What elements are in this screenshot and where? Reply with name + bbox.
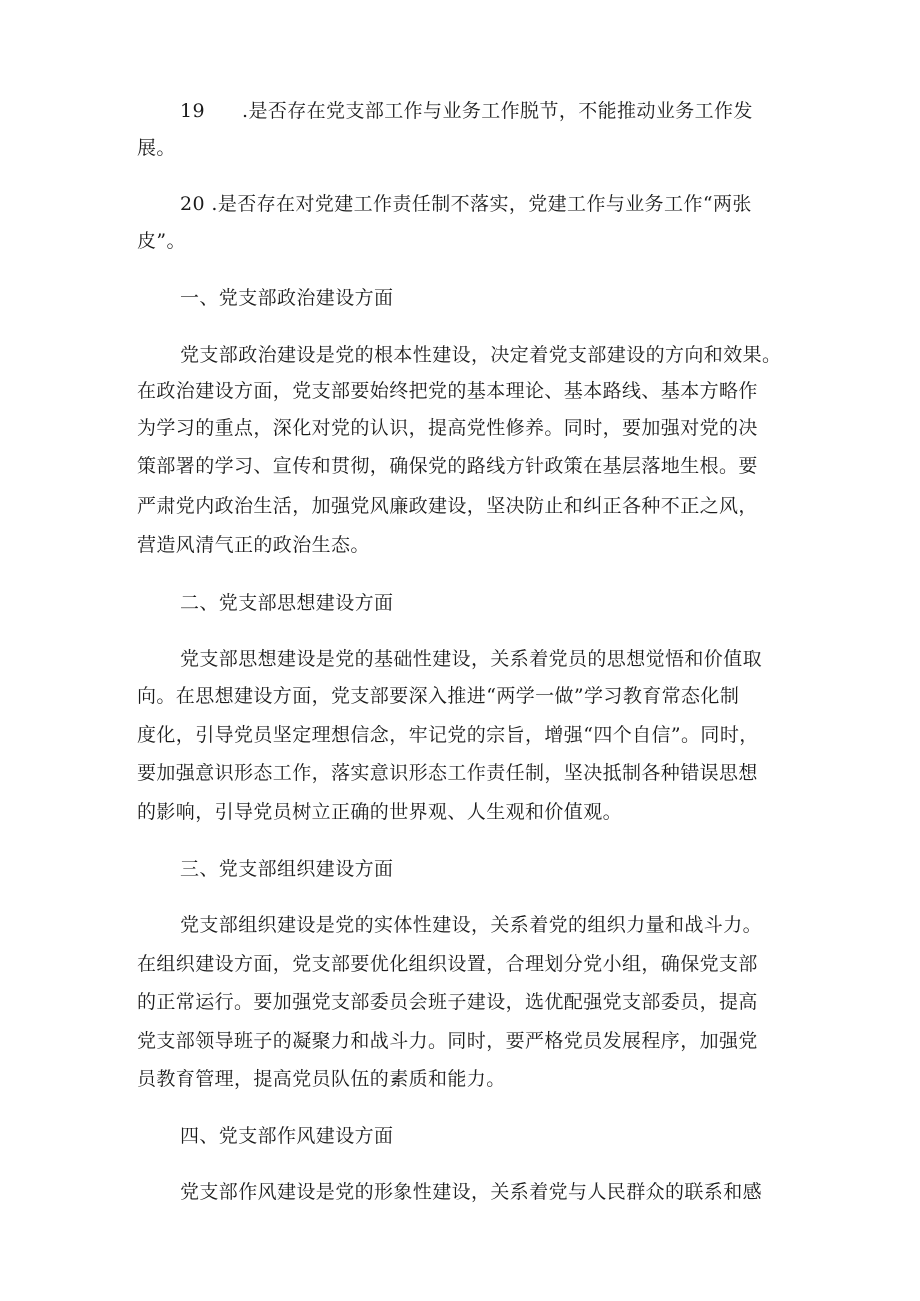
paragraph-ideological-line: 党支部思想建设是党的基础性建设，关系着党员的思想觉悟和价值取	[180, 648, 763, 670]
paragraph-political-line: 为学习的重点，深化对党的认识，提高党性修养。同时，要加强对党的决	[137, 417, 758, 439]
item-20-line-2: 皮”。	[137, 230, 186, 252]
paragraph-organizational-line: 的正常运行。要加强党支部委员会班子建设，选优配强党支部委员，提高	[137, 991, 758, 1013]
item-19-line-2: 展。	[137, 137, 176, 159]
section-heading-conduct: 四、党支部作风建设方面	[180, 1125, 394, 1147]
item-19-text: .是否存在党支部工作与业务工作脱节，不能推动业务工作发	[242, 100, 753, 122]
paragraph-conduct-line: 党支部作风建设是党的形象性建设，关系着党与人民群众的联系和感	[180, 1181, 763, 1203]
paragraph-organizational-line: 党支部领导班子的凝聚力和战斗力。同时，要严格党员发展程序，加强党	[137, 1030, 758, 1052]
paragraph-ideological-line: 向。在思想建设方面，党支部要深入推进“两学一做”学习教育常态化制	[137, 685, 740, 707]
paragraph-political-line: 党支部政治建设是党的根本性建设，决定着党支部建设的方向和效果。	[180, 344, 782, 366]
paragraph-organizational-line: 在组织建设方面，党支部要优化组织设置，合理划分党小组，确保党支部	[137, 953, 758, 975]
paragraph-ideological-line: 要加强意识形态工作，落实意识形态工作责任制，坚决抵制各种错误思想	[137, 762, 758, 784]
section-heading-organizational: 三、党支部组织建设方面	[180, 858, 394, 880]
section-heading-ideological: 二、党支部思想建设方面	[180, 592, 394, 614]
item-20-line-1: 20 .是否存在对党建工作责任制不落实，党建工作与业务工作“两张	[180, 193, 752, 215]
section-heading-political: 一、党支部政治建设方面	[180, 287, 394, 309]
paragraph-ideological-line: 的影响，引导党员树立正确的世界观、人生观和价值观。	[137, 801, 623, 823]
paragraph-ideological-line: 度化，引导党员坚定理想信念，牢记党的宗旨，增强“四个自信”。同时，	[137, 724, 759, 746]
item-19-number: 19	[180, 100, 205, 122]
paragraph-political-line: 在政治建设方面，党支部要始终把党的基本理论、基本路线、基本方略作	[137, 380, 758, 402]
paragraph-political-line: 营造风清气正的政治生态。	[137, 534, 370, 556]
paragraph-organizational-line: 党支部组织建设是党的实体性建设，关系着党的组织力量和战斗力。	[180, 914, 763, 936]
item-19-line-1	[180, 99, 753, 123]
paragraph-political-line: 策部署的学习、宣传和贯彻，确保党的路线方针政策在基层落地生根。要	[137, 455, 758, 477]
paragraph-organizational-line: 员教育管理，提高党员队伍的素质和能力。	[137, 1068, 506, 1090]
paragraph-political-line: 严肃党内政治生活，加强党风廉政建设，坚决防止和纠正各种不正之风，	[137, 495, 758, 517]
